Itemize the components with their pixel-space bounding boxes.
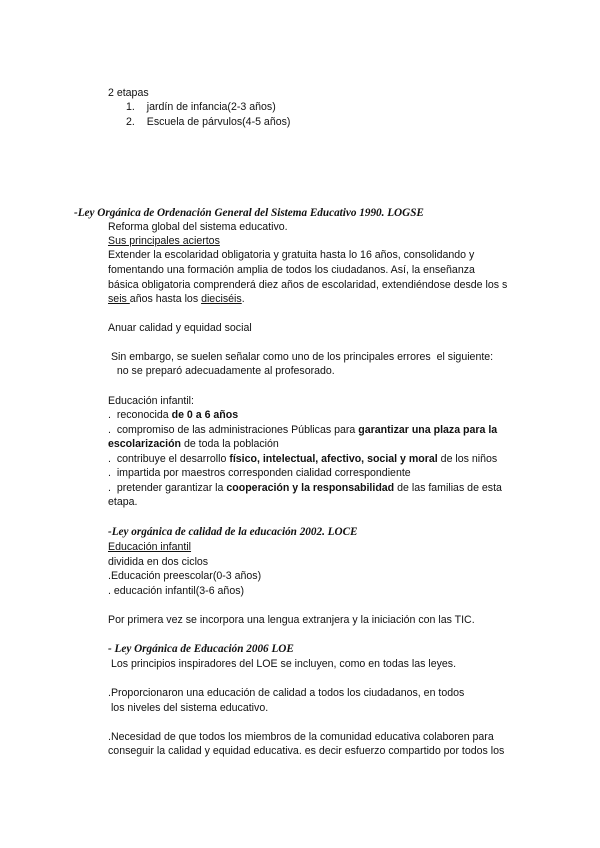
logse-anuar: Anuar calidad y equidad social xyxy=(108,322,252,334)
plain-text: . reconocida xyxy=(108,409,172,421)
loce-line: . educación infantil(3-6 años) xyxy=(108,585,245,597)
loe-heading: - Ley Orgánica de Educación 2006 LOE xyxy=(108,643,294,655)
bold-text: garantizar una plaza para la xyxy=(358,424,498,436)
plain-text: . xyxy=(241,293,245,305)
loce-line: dividida en dos ciclos xyxy=(108,556,209,568)
logse-heading: -Ley Orgánica de Ordenación General del Sistema Educativo 1990. LOGSE xyxy=(74,207,424,219)
infantil-bullet-cont xyxy=(108,438,279,451)
infantil-title: Educación infantil: xyxy=(108,395,194,407)
list-item xyxy=(126,116,290,129)
list-item xyxy=(126,101,276,114)
logse-reform: Reforma global del sistema educativo. xyxy=(108,221,288,233)
logse-aciertos-title: Sus principales aciertos xyxy=(108,235,220,247)
logse-paragraph-line xyxy=(108,293,245,306)
loe-paragraph-line: .Proporcionaron una educación de calidad a todos los ciudadanos, en todos xyxy=(108,687,465,699)
loce-heading: -Ley orgánica de calidad de la educación 2002. LOCE xyxy=(108,526,358,538)
infantil-bullet: . impartida por maestros corresponden cialidad correspondiente xyxy=(108,467,411,479)
logse-errores-line: Sin embargo, se suelen señalar como uno de los principales errores el siguiente: xyxy=(108,351,494,363)
bold-text: cooperación y la responsabilidad xyxy=(226,482,395,494)
bold-text: físico, intelectual, afectivo, social y moral xyxy=(229,453,438,465)
loe-paragraph-line: conseguir la calidad y equidad educativa. es decir esfuerzo compartido por todos los xyxy=(108,745,505,757)
bold-text: de 0 a 6 años xyxy=(171,409,239,421)
plain-text: de toda la población xyxy=(181,438,279,450)
logse-paragraph-line: básica obligatoria comprenderá diez años de escolaridad, extendiéndose desde los s xyxy=(108,279,508,291)
list-text: Escuela de párvulos(4-5 años) xyxy=(146,116,291,128)
list-text: jardín de infancia(2-3 años) xyxy=(146,101,276,113)
loe-paragraph-line: .Necesidad de que todos los miembros de la comunidad educativa colaboren para xyxy=(108,731,494,743)
stages-text: 2 etapas xyxy=(108,87,149,99)
loce-tic: Por primera vez se incorpora una lengua extranjera y la iniciación con las TIC. xyxy=(108,614,475,626)
loce-line: .Educación preescolar(0-3 años) xyxy=(108,570,262,582)
bold-text: escolarización xyxy=(108,438,182,450)
infantil-bullet-cont: etapa. xyxy=(108,496,138,508)
infantil-bullet xyxy=(108,482,502,495)
logse-errores-line: no se preparó adecuadamente al profesorado. xyxy=(108,365,335,377)
list-number: 1. xyxy=(126,101,135,113)
plain-text: . compromiso de las administraciones Públicas para xyxy=(108,424,359,436)
loe-principios: Los principios inspiradores del LOE se incluyen, como en todas las leyes. xyxy=(108,658,457,670)
list-number: 2. xyxy=(126,116,135,128)
infantil-bullet xyxy=(108,424,497,437)
loe-paragraph-line: los niveles del sistema educativo. xyxy=(108,702,269,714)
loce-subtitle: Educación infantil xyxy=(108,541,192,553)
plain-text: de los niños xyxy=(437,453,498,465)
plain-text: años hasta los xyxy=(129,293,202,305)
logse-paragraph-line: Extender la escolaridad obligatoria y gratuita hasta lo 16 años, consolidando y xyxy=(108,249,475,261)
plain-text: . contribuye el desarrollo xyxy=(108,453,230,465)
infantil-bullet xyxy=(108,409,238,422)
plain-text: de las familias de esta xyxy=(394,482,502,494)
dieciseis-link-text: dieciséis xyxy=(201,293,242,305)
plain-text: . pretender garantizar la xyxy=(108,482,227,494)
logse-paragraph-line: fomentando una formación amplia de todos los ciudadanos. Así, la enseñanza xyxy=(108,264,475,276)
infantil-bullet xyxy=(108,453,497,466)
seis-link-text: seis xyxy=(108,293,130,305)
